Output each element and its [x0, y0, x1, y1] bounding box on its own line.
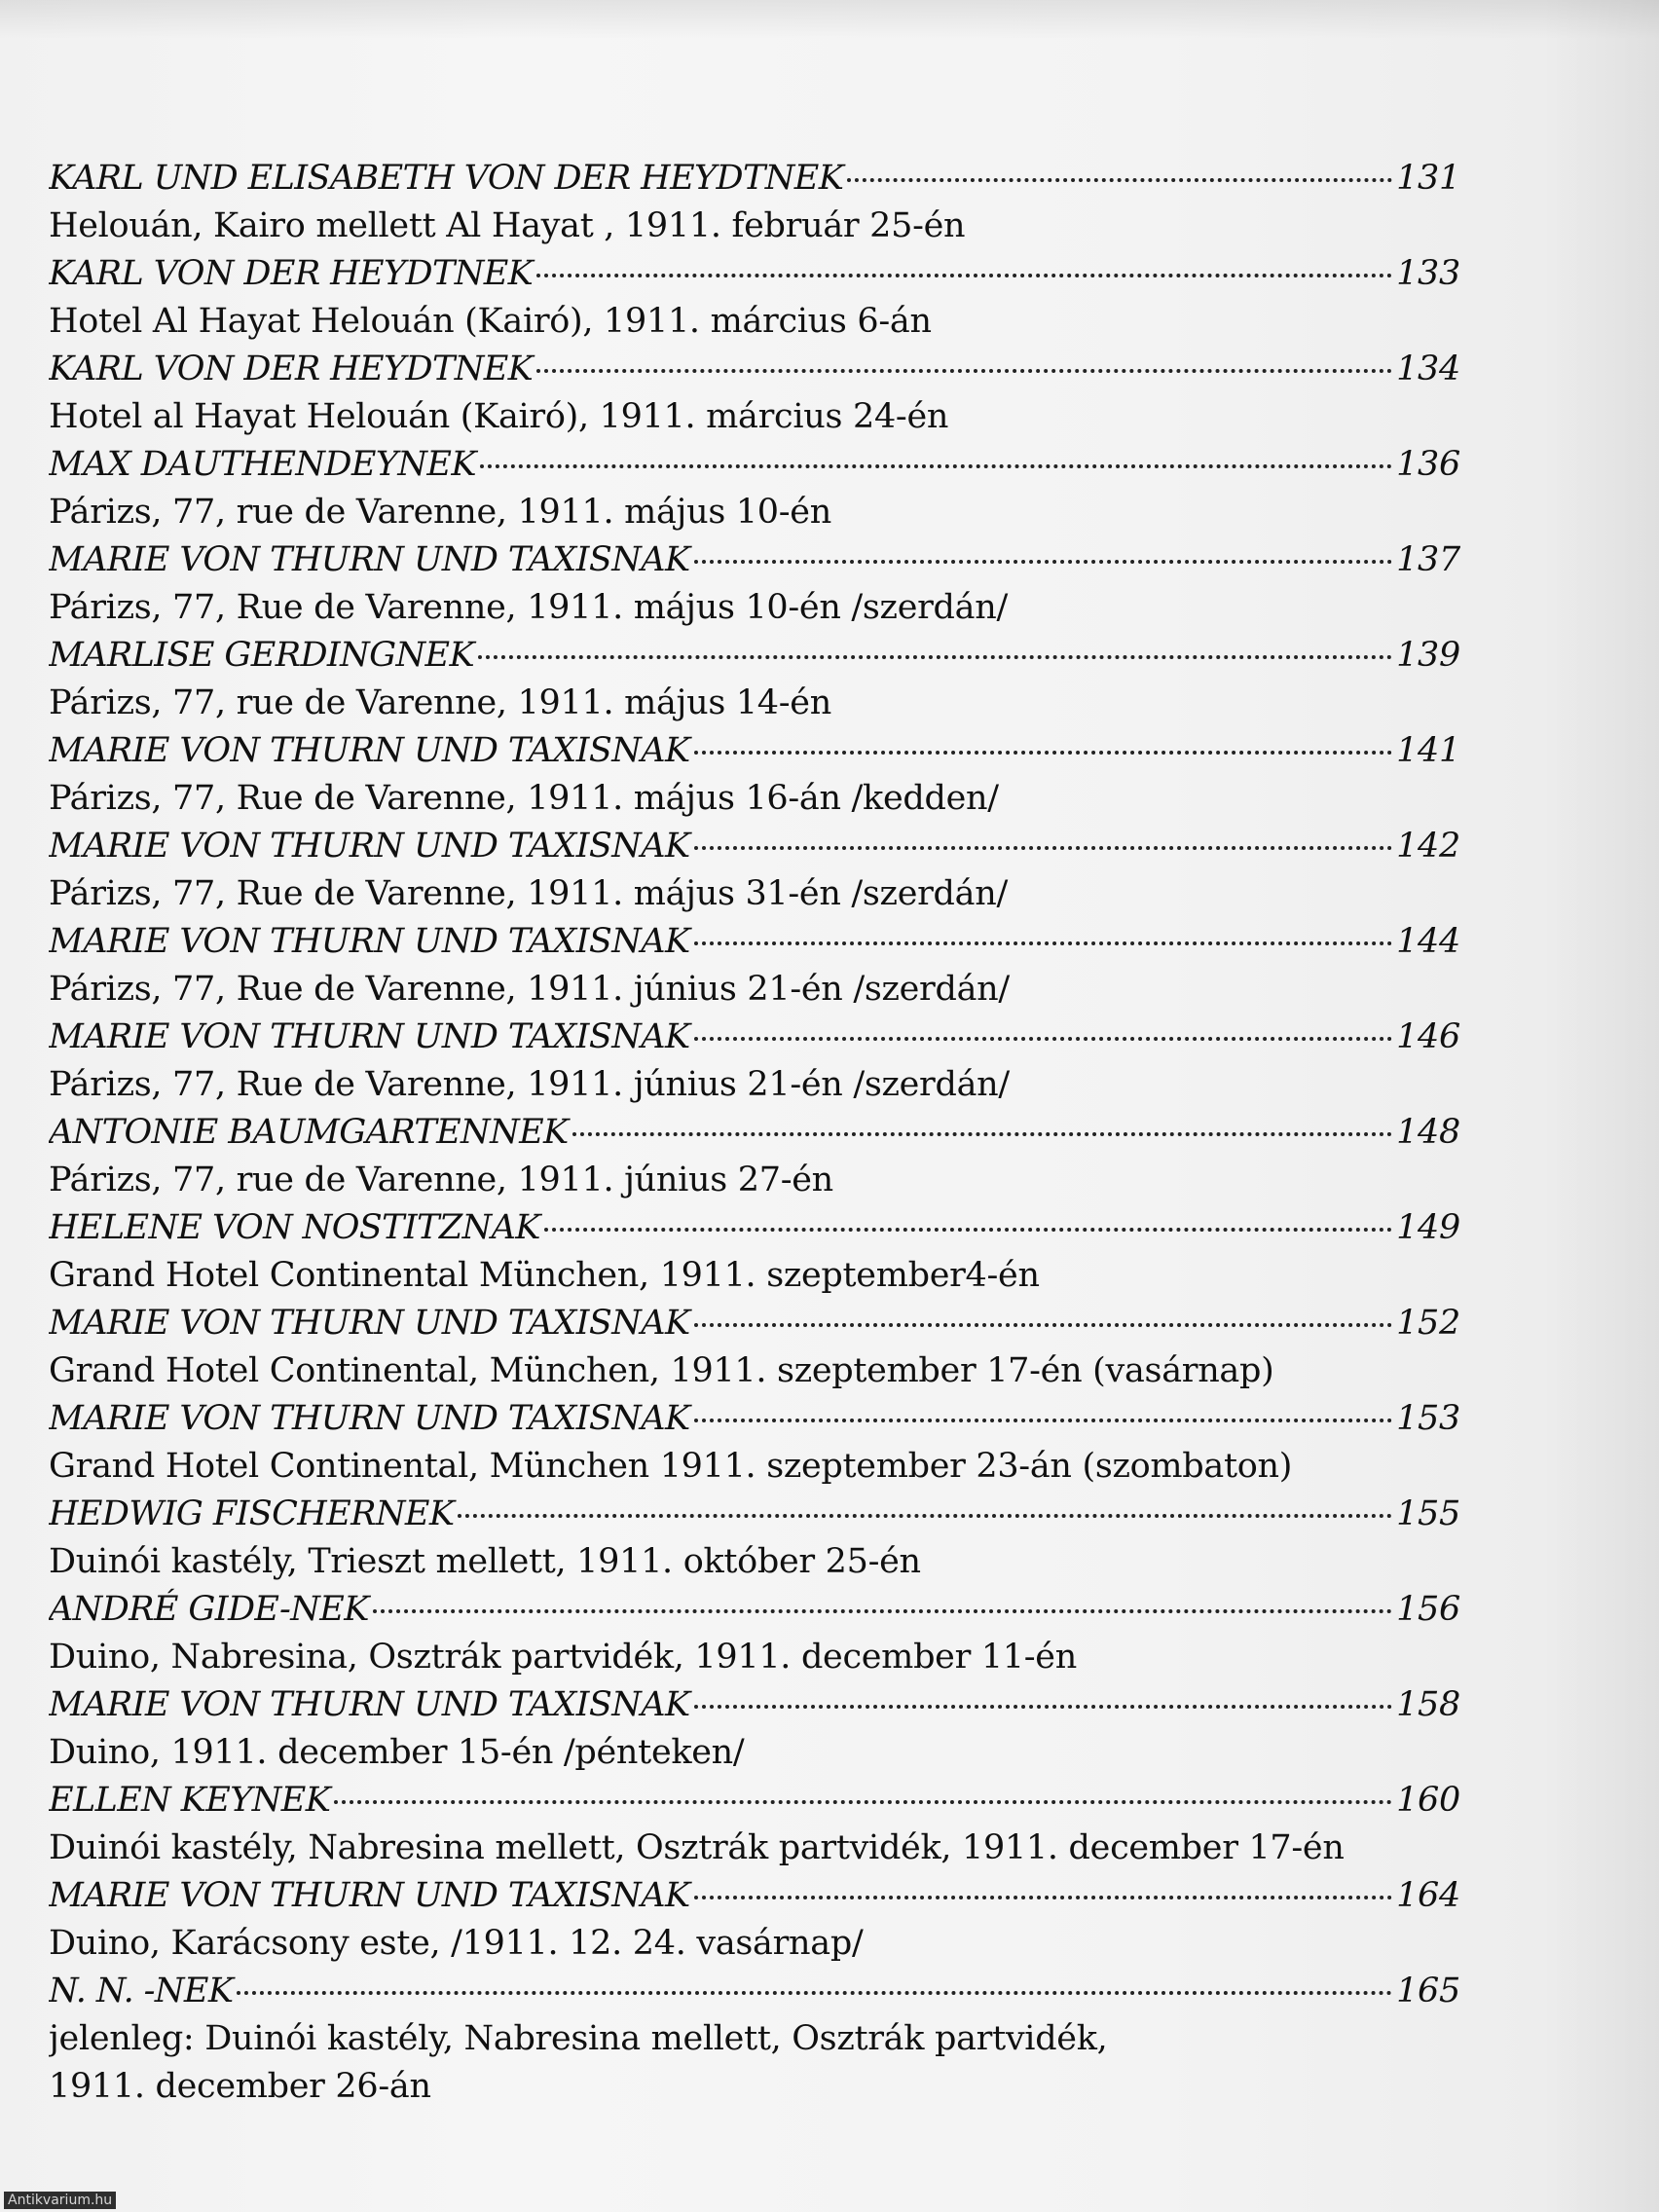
toc-entry-title: ELLEN KEYNEK: [49, 1781, 331, 1820]
dot-leader: [694, 560, 1393, 564]
toc-entry[interactable]: [49, 1491, 1460, 1538]
dot-leader: [694, 941, 1393, 945]
toc-entry-place-date: Duino, 1911. december 15-én /pénteken/: [49, 1733, 745, 1772]
toc-page-number: 164: [1396, 1876, 1460, 1915]
dot-leader: [536, 369, 1392, 373]
toc-entry-place-date: Duinói kastély, Trieszt mellett, 1911. október 25-én: [49, 1542, 921, 1581]
dot-leader: [572, 1132, 1392, 1136]
toc-page-number: 131: [1396, 159, 1460, 198]
dot-leader: [458, 1514, 1392, 1518]
toc-entry-place-date: Párizs, 77, rue de Varenne, 1911. június 27-én: [49, 1161, 833, 1199]
dot-leader: [478, 655, 1392, 659]
toc-final-date-line: 1911. december 26-án: [49, 2067, 431, 2106]
toc-entry-place-date: Párizs, 77, Rue de Varenne, 1911. június 21-én /szerdán/: [49, 1065, 1010, 1104]
toc-entry-place-date: Hotel al Hayat Helouán (Kairó), 1911. március 24-én: [49, 397, 949, 436]
toc-entry-title: MARIE VON THURN UND TAXISNAK: [49, 1685, 690, 1724]
toc-page-number: 153: [1396, 1399, 1460, 1438]
toc-entry[interactable]: [49, 1586, 1460, 1634]
toc-entry[interactable]: [49, 441, 1460, 489]
toc-entry[interactable]: [49, 823, 1460, 870]
toc-entry-place-date: Duino, Karácsony este, /1911. 12. 24. vasárnap/: [49, 1924, 864, 1963]
toc-entry-place-date: Párizs, 77, Rue de Varenne, 1911. május 10-én /szerdán/: [49, 588, 1008, 627]
toc-entry-place-date: Helouán, Kairo mellett Al Hayat , 1911. február 25-én: [49, 206, 966, 245]
toc-entry-title: MARIE VON THURN UND TAXISNAK: [49, 540, 690, 579]
dot-leader: [694, 1705, 1393, 1709]
toc-entry[interactable]: [49, 1300, 1460, 1347]
toc-entry-place-date: Duino, Nabresina, Osztrák partvidék, 1911. december 11-én: [49, 1638, 1077, 1677]
page-edge-shadow: [1542, 0, 1659, 2212]
toc-page-number: 160: [1396, 1781, 1460, 1820]
dot-leader: [334, 1800, 1392, 1804]
toc-entry[interactable]: [49, 727, 1460, 775]
toc-page-number: 141: [1396, 731, 1460, 770]
dot-leader: [694, 751, 1393, 755]
toc-entry-title: N. N. -NEK: [49, 1972, 234, 2010]
toc-entry-title: MARIE VON THURN UND TAXISNAK: [49, 1017, 690, 1056]
toc-entry-title: MARIE VON THURN UND TAXISNAK: [49, 1304, 690, 1343]
toc-entry-place-date: Párizs, 77, Rue de Varenne, 1911. június 21-én /szerdán/: [49, 970, 1010, 1009]
dot-leader: [847, 178, 1392, 182]
page-top-shadow: [0, 0, 1659, 39]
toc-page-number: 155: [1396, 1494, 1460, 1533]
dot-leader: [373, 1609, 1392, 1613]
toc-page-number: 148: [1396, 1113, 1460, 1152]
toc-entry-place-date: Párizs, 77, rue de Varenne, 1911. május 10-én: [49, 493, 831, 532]
toc-entry[interactable]: [49, 155, 1460, 203]
toc-page-number: 152: [1396, 1304, 1460, 1343]
toc-page-number: 139: [1396, 636, 1460, 675]
toc-entry[interactable]: [49, 536, 1460, 584]
toc-page-number: 134: [1396, 350, 1460, 388]
toc-page-number: 137: [1396, 540, 1460, 579]
toc-entry[interactable]: [49, 1777, 1460, 1825]
toc-page-number: 142: [1396, 827, 1460, 866]
toc-page-number: 146: [1396, 1017, 1460, 1056]
toc-page-number: 156: [1396, 1590, 1460, 1629]
toc-page-number: 165: [1396, 1972, 1460, 2010]
dot-leader: [694, 1037, 1393, 1041]
toc-entry-title: MARLISE GERDINGNEK: [49, 636, 475, 675]
toc-entry-title: KARL VON DER HEYDTNEK: [49, 254, 534, 293]
dot-leader: [544, 1228, 1392, 1232]
toc-entry[interactable]: [49, 1014, 1460, 1061]
toc-page-number: 133: [1396, 254, 1460, 293]
toc-entry-title: MAX DAUTHENDEYNEK: [49, 445, 476, 484]
dot-leader: [237, 1991, 1392, 1995]
dot-leader: [536, 274, 1392, 277]
toc-entry-place-date: Grand Hotel Continental, München 1911. szeptember 23-án (szombaton): [49, 1447, 1293, 1486]
toc-page-number: 158: [1396, 1685, 1460, 1724]
toc-entry[interactable]: [49, 632, 1460, 680]
toc-entry[interactable]: [49, 1968, 1460, 2015]
dot-leader: [694, 1896, 1393, 1899]
toc-entry-title: ANTONIE BAUMGARTENNEK: [49, 1113, 569, 1152]
toc-entry-place-date: jelenleg: Duinói kastély, Nabresina mellett, Osztrák partvidék,: [49, 2019, 1108, 2058]
toc-entry-title: MARIE VON THURN UND TAXISNAK: [49, 731, 690, 770]
toc-page-number: 144: [1396, 922, 1460, 961]
toc-entry-title: MARIE VON THURN UND TAXISNAK: [49, 1876, 690, 1915]
toc-entry-place-date: Duinói kastély, Nabresina mellett, Osztrák partvidék, 1911. december 17-én: [49, 1828, 1345, 1867]
dot-leader: [694, 1419, 1393, 1422]
toc-entry-title: MARIE VON THURN UND TAXISNAK: [49, 922, 690, 961]
watermark: Antikvarium.hu: [4, 2192, 116, 2209]
toc-entry[interactable]: [49, 1109, 1460, 1157]
toc-entry-place-date: Párizs, 77, Rue de Varenne, 1911. május 16-án /kedden/: [49, 779, 999, 818]
toc-entry-title: MARIE VON THURN UND TAXISNAK: [49, 827, 690, 866]
toc-entry-place-date: Párizs, 77, rue de Varenne, 1911. május 14-én: [49, 683, 831, 722]
dot-leader: [480, 464, 1392, 468]
toc-entry[interactable]: [49, 250, 1460, 298]
toc-entry-place-date: Grand Hotel Continental München, 1911. szeptember4-én: [49, 1256, 1040, 1295]
toc-entry-title: KARL UND ELISABETH VON DER HEYDTNEK: [49, 159, 844, 198]
dot-leader: [694, 1323, 1393, 1327]
table-of-contents: [49, 155, 1460, 2111]
toc-entry-title: ANDRÉ GIDE-NEK: [49, 1590, 369, 1629]
toc-entry-place-date: Hotel Al Hayat Helouán (Kairó), 1911. március 6-án: [49, 302, 932, 341]
dot-leader: [694, 846, 1393, 850]
toc-entry[interactable]: [49, 918, 1460, 966]
toc-page-number: 149: [1396, 1208, 1460, 1247]
toc-entry-title: HELENE VON NOSTITZNAK: [49, 1208, 540, 1247]
toc-entry[interactable]: [49, 1395, 1460, 1443]
toc-entry[interactable]: [49, 1681, 1460, 1729]
toc-entry-place-date: Grand Hotel Continental, München, 1911. szeptember 17-én (vasárnap): [49, 1351, 1274, 1390]
toc-entry[interactable]: [49, 346, 1460, 393]
toc-entry[interactable]: [49, 1872, 1460, 1920]
toc-entry-title: KARL VON DER HEYDTNEK: [49, 350, 534, 388]
toc-entry[interactable]: [49, 1204, 1460, 1252]
toc-entry-place-date: Párizs, 77, Rue de Varenne, 1911. május 31-én /szerdán/: [49, 874, 1008, 913]
toc-page-number: 136: [1396, 445, 1460, 484]
toc-entry-title: HEDWIG FISCHERNEK: [49, 1494, 455, 1533]
toc-entry-title: MARIE VON THURN UND TAXISNAK: [49, 1399, 690, 1438]
